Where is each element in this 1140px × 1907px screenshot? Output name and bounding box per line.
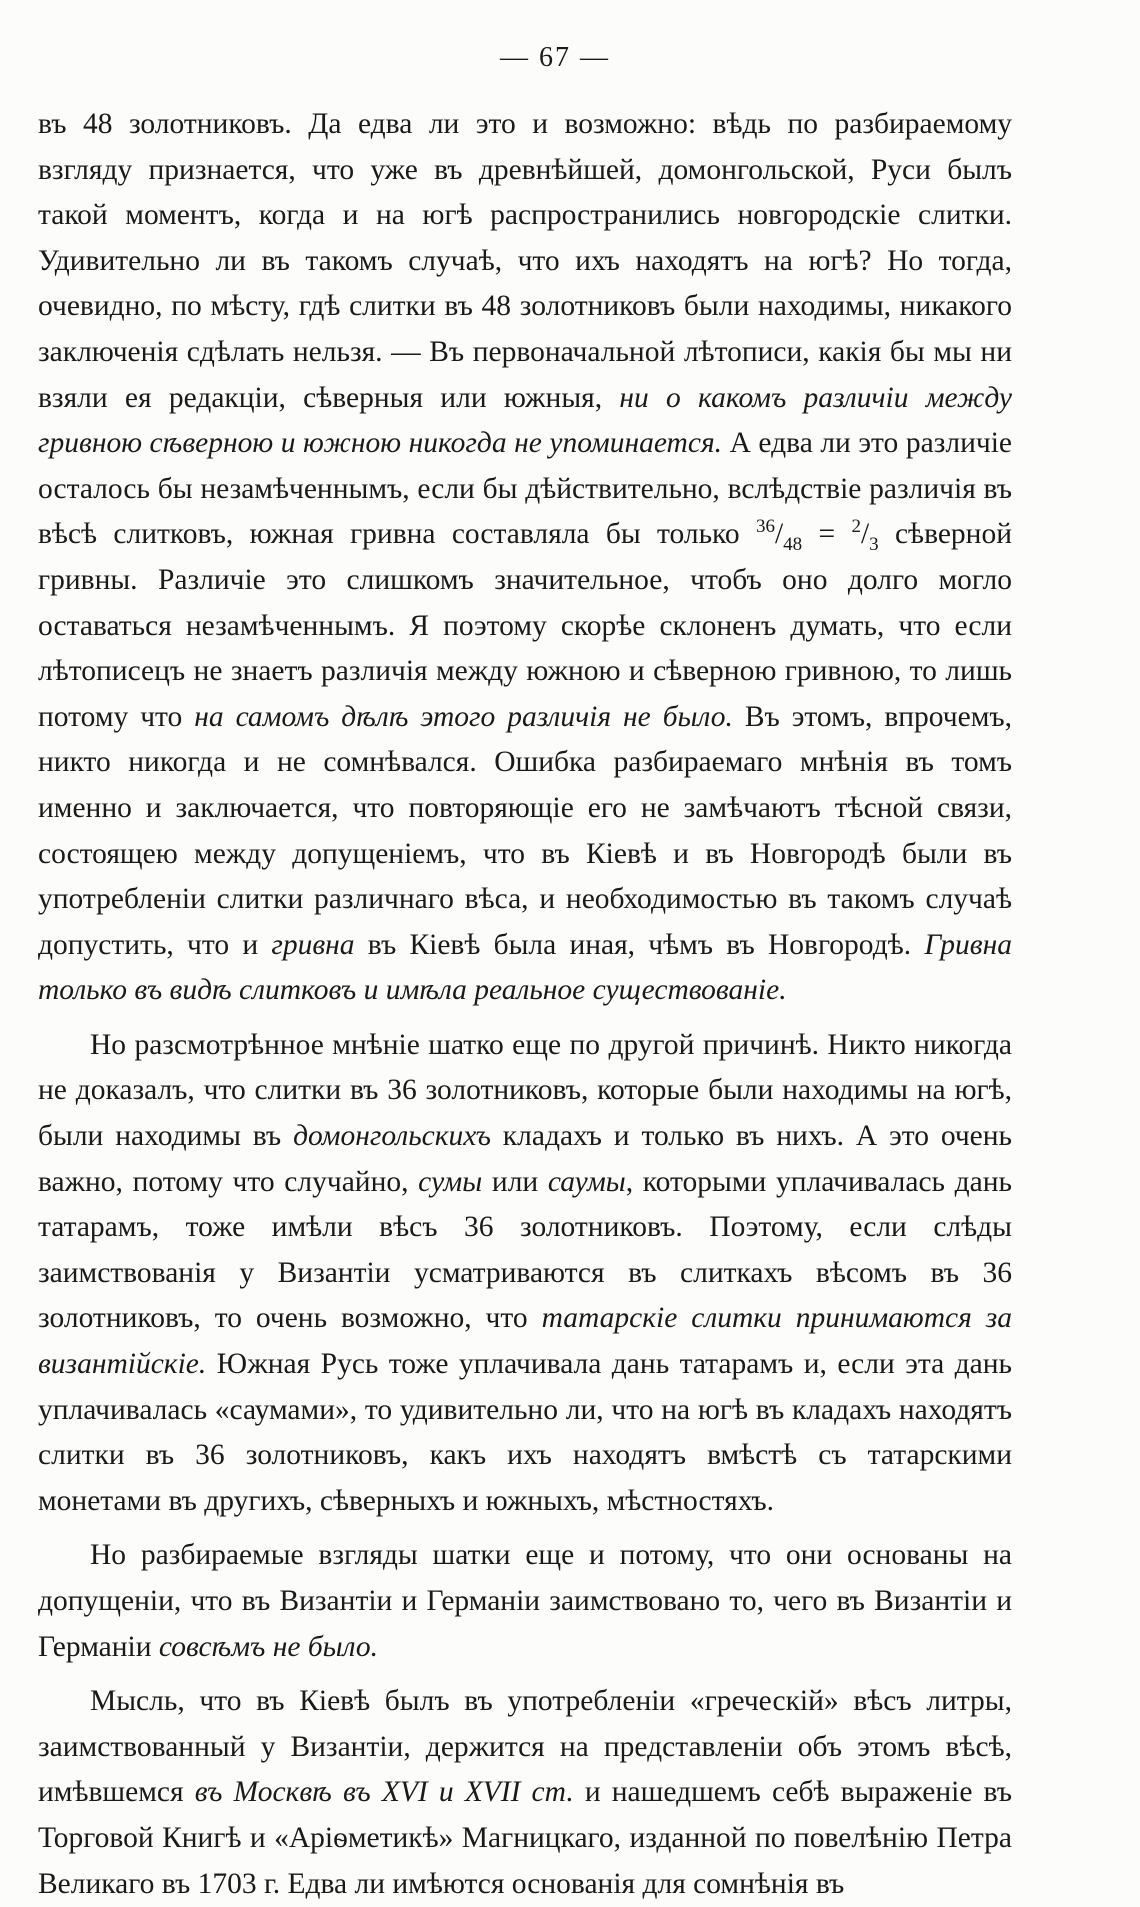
text-run: Мысль, что въ Кіевѣ былъ въ употребленіи «греческій» вѣсъ литры, заимствованный у Византіи, держится на представленіи объ этомъ вѣсѣ, имѣвшемся (38, 1685, 1012, 1809)
italic-emphasis: въ Москвѣ въ XVI и XVII ст. (194, 1776, 574, 1809)
fraction-numerator: 36 (755, 516, 775, 538)
page-number: — 67 — (500, 42, 610, 73)
text-run: А едва ли это различіе осталось бы незамѣченнымъ, если бы дѣйствительно, вслѣдствіе различія въ вѣсѣ слитковъ, южная гривна составляла бы только (38, 427, 1012, 551)
italic-emphasis: татарскіе слитки принимаются за византійскіе. (38, 1302, 1012, 1381)
fraction-numerator: 2 (851, 516, 861, 538)
italic-emphasis: гривна (271, 928, 355, 961)
text-run: сѣверной гривны. Различіе это слишкомъ значительное, чтобъ оно долго могло оставаться незамѣченнымъ. Я поэтому скорѣе склоненъ думать, что если лѣтописецъ не знаетъ различія между южною и сѣверною гривною, то лишь потому что (38, 518, 1013, 733)
text-run: , которыми уплачивалась дань татарамъ, тоже имѣли вѣсъ 36 золотниковъ. Поэтому, если слѣды заимствованія у Византіи усматриваются въ слиткахъ вѣсомъ въ 36 золотниковъ, то очень возможно, что (38, 1165, 1013, 1335)
paragraph (38, 1023, 1012, 1525)
fraction-denominator: 48 (783, 534, 803, 556)
text-run: / (774, 518, 784, 551)
body-text (38, 102, 1012, 1907)
italic-emphasis: сумы (418, 1165, 483, 1198)
italic-emphasis: Гривна только въ видѣ слитковъ и имѣла реальное существованіе. (38, 928, 1012, 1007)
paragraph (38, 1533, 1012, 1670)
paragraph (38, 102, 1012, 1014)
text-run: = (802, 518, 852, 551)
text-run: въ Кіевѣ была иная, чѣмъ въ Новгородѣ. (354, 928, 925, 961)
text-run: кладахъ и только въ нихъ. А это очень важно, потому что случайно, (38, 1120, 1012, 1198)
italic-emphasis: саумы (547, 1165, 626, 1198)
text-run: Южная Русь тоже уплачивала дань татарамъ и, если эта дань уплачивалась «саумами», то удивительно ли, что на югѣ въ кладахъ находятъ слитки въ 36 золотниковъ, какъ ихъ находятъ вмѣстѣ съ татарскими монетами въ другихъ, сѣверныхъ и южныхъ, мѣстностяхъ. (38, 1348, 1012, 1517)
italic-emphasis: домонгольскихъ (293, 1120, 491, 1153)
fraction-denominator: 3 (869, 534, 879, 556)
text-run: Но разбираемые взгляды шатки еще и потому, что они основаны на допущеніи, что въ Византіи и Германіи заимствовано то, чего въ Византіи и Германіи (38, 1539, 1012, 1663)
text-run: или (482, 1165, 548, 1198)
text-run: и нашедшемъ себѣ выраженіе въ Торговой Книгѣ и «Аріѳметикѣ» Магницкаго, изданной по повелѣнію Петра Великаго въ 1703 г. Едва ли имѣются основанія для сомнѣнія въ (38, 1776, 1013, 1900)
italic-emphasis: ни о какомъ различіи между гривною сѣверною и южною никогда не упоминается. (38, 381, 1012, 460)
italic-emphasis: совсѣмъ не было. (158, 1630, 378, 1663)
italic-emphasis: на самомъ дѣлѣ этого различія не было. (194, 700, 733, 733)
text-run: Въ этомъ, впрочемъ, никто никогда и не сомнѣвался. Ошибка разбираемаго мнѣнія въ томъ именно и заключается, что повторяющіе его не замѣчаютъ тѣсной связи, состоящею между допущеніемъ, что въ Кіевѣ и въ Новгородѣ были въ употребленіи слитки различнаго вѣса, и необходимостью въ такомъ случаѣ допустить, что и (38, 700, 1012, 961)
paragraph (38, 1679, 1012, 1907)
text-run: Но разсмотрѣнное мнѣніе шатко еще по другой причинѣ. Никто никогда не доказалъ, что слитки въ 36 золотниковъ, которые были находимы на югѣ, были находимы въ (38, 1028, 1012, 1153)
text-run: / (860, 518, 870, 551)
text-run: въ 48 золотниковъ. Да едва ли это и возможно: вѣдь по разбираемому взгляду признается, что уже въ древнѣйшей, домонгольской, Руси былъ такой моментъ, когда и на югѣ распространились новгородскіе слитки. Удивительно ли въ такомъ случаѣ, что ихъ находятъ на югѣ? Но тогда, очевидно, по мѣсту, гдѣ слитки въ 48 золотниковъ были находимы, никакого заключенія сдѣлать нельзя. — Въ первоначальной лѣтописи, какія бы мы ни взяли ея редакціи, сѣверныя или южныя, (38, 108, 1012, 414)
